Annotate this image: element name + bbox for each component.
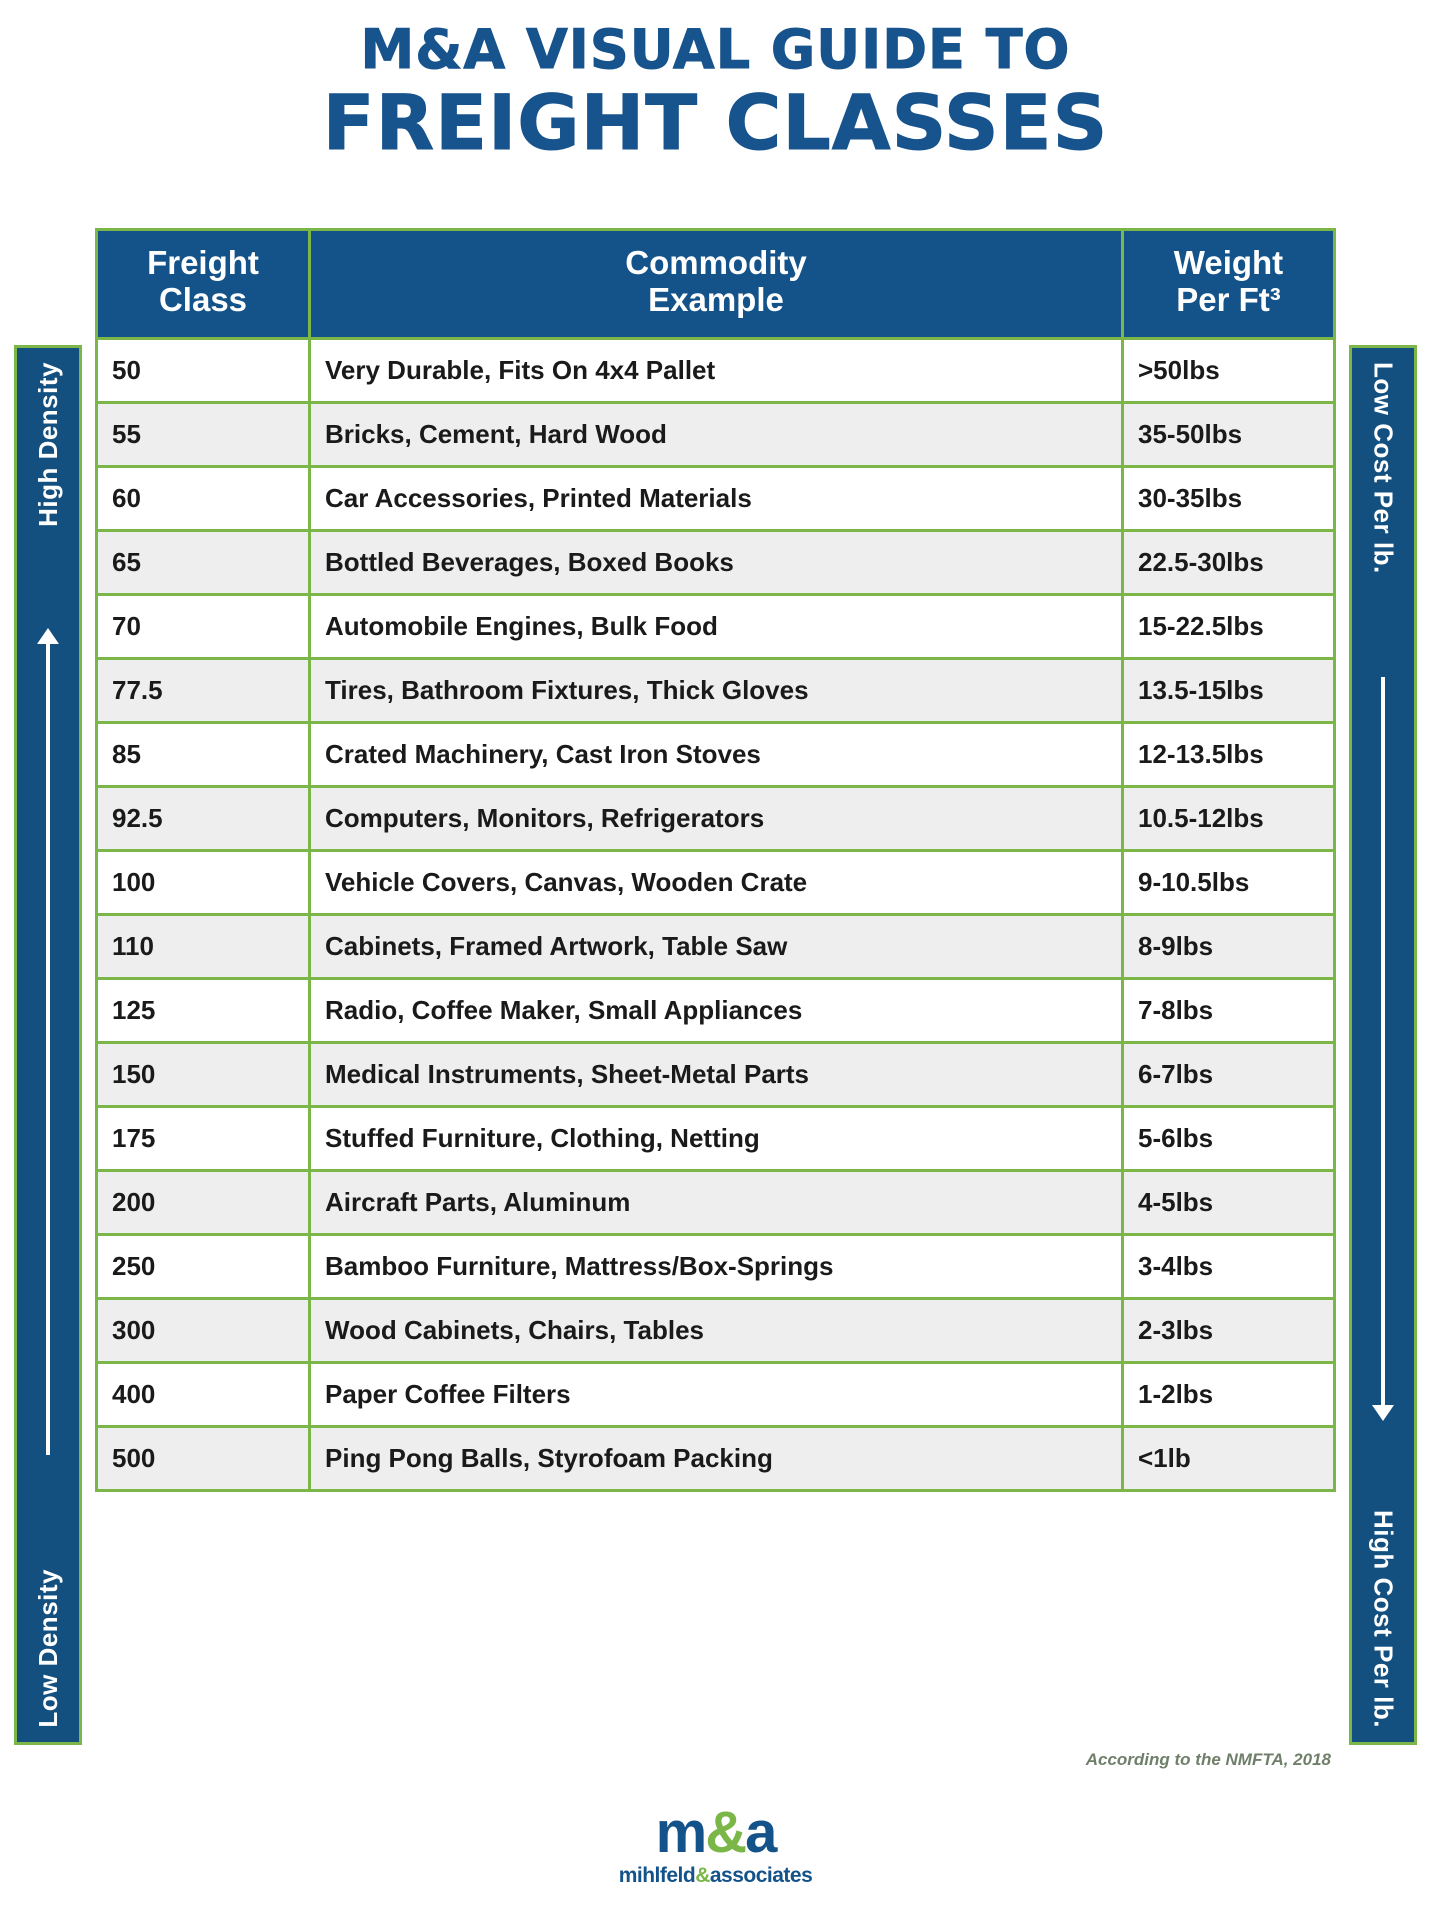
cell-freight-class: 100 <box>97 850 310 914</box>
freight-class-table <box>95 228 1336 1492</box>
cell-weight-per-ft3: 15-22.5lbs <box>1123 594 1335 658</box>
title-line-2: FREIGHT CLASSES <box>322 77 1109 167</box>
cell-weight-per-ft3: 9-10.5lbs <box>1123 850 1335 914</box>
cell-weight-per-ft3: 5-6lbs <box>1123 1106 1335 1170</box>
cell-commodity-example: Cabinets, Framed Artwork, Table Saw <box>310 914 1123 978</box>
header-weight-line1: Weight <box>1173 244 1284 281</box>
logo-sub-right: associates <box>709 1864 813 1887</box>
table-row <box>97 530 1335 594</box>
table-row <box>97 914 1335 978</box>
title-line-1: M&A VISUAL GUIDE TO <box>360 18 1071 81</box>
table-header-row <box>97 230 1335 339</box>
cell-commodity-example: Bamboo Furniture, Mattress/Box-Springs <box>310 1234 1123 1298</box>
cell-commodity-example: Car Accessories, Printed Materials <box>310 466 1123 530</box>
density-scale-bar <box>14 345 82 1745</box>
table-row <box>97 1362 1335 1426</box>
cell-freight-class: 150 <box>97 1042 310 1106</box>
table-row <box>97 466 1335 530</box>
table-row <box>97 978 1335 1042</box>
cell-weight-per-ft3: 10.5-12lbs <box>1123 786 1335 850</box>
table-row <box>97 850 1335 914</box>
table-row <box>97 1298 1335 1362</box>
cell-freight-class: 110 <box>97 914 310 978</box>
table-row <box>97 1426 1335 1490</box>
cell-freight-class: 60 <box>97 466 310 530</box>
cell-commodity-example: Wood Cabinets, Chairs, Tables <box>310 1298 1123 1362</box>
logo-sub-ampersand: & <box>695 1864 710 1887</box>
cell-freight-class: 65 <box>97 530 310 594</box>
freight-class-table-wrapper <box>95 228 1336 1492</box>
table-header <box>97 230 1335 339</box>
up-arrow-icon <box>46 642 50 1455</box>
low-cost-label: Low Cost Per lb. <box>1368 362 1399 574</box>
cell-freight-class: 500 <box>97 1426 310 1490</box>
cell-commodity-example: Automobile Engines, Bulk Food <box>310 594 1123 658</box>
cell-commodity-example: Stuffed Furniture, Clothing, Netting <box>310 1106 1123 1170</box>
page-title <box>0 0 1431 167</box>
logo-wordmark <box>0 1800 1431 1865</box>
header-class-line1: Freight <box>147 244 259 281</box>
cell-commodity-example: Bricks, Cement, Hard Wood <box>310 402 1123 466</box>
cell-commodity-example: Vehicle Covers, Canvas, Wooden Crate <box>310 850 1123 914</box>
source-footnote: According to the NMFTA, 2018 <box>1085 1750 1331 1769</box>
cell-commodity-example: Tires, Bathroom Fixtures, Thick Gloves <box>310 658 1123 722</box>
table-row <box>97 1170 1335 1234</box>
cell-freight-class: 55 <box>97 402 310 466</box>
cell-freight-class: 70 <box>97 594 310 658</box>
logo-subtext <box>0 1864 1431 1888</box>
cell-freight-class: 200 <box>97 1170 310 1234</box>
table-row <box>97 1234 1335 1298</box>
high-density-label: High Density <box>32 362 63 527</box>
cell-freight-class: 400 <box>97 1362 310 1426</box>
header-weight-line2: Per Ft³ <box>1176 280 1281 318</box>
header-commodity-line1: Commodity <box>625 244 807 281</box>
high-cost-label: High Cost Per lb. <box>1368 1510 1399 1728</box>
header-class-line2: Class <box>158 280 248 318</box>
cell-commodity-example: Ping Pong Balls, Styrofoam Packing <box>310 1426 1123 1490</box>
cell-weight-per-ft3: 4-5lbs <box>1123 1170 1335 1234</box>
company-logo <box>0 1800 1431 1888</box>
cell-commodity-example: Bottled Beverages, Boxed Books <box>310 530 1123 594</box>
cell-weight-per-ft3: 6-7lbs <box>1123 1042 1335 1106</box>
cell-freight-class: 250 <box>97 1234 310 1298</box>
cell-commodity-example: Crated Machinery, Cast Iron Stoves <box>310 722 1123 786</box>
down-arrow-icon <box>1381 677 1385 1407</box>
table-body <box>97 338 1335 1490</box>
cell-commodity-example: Radio, Coffee Maker, Small Appliances <box>310 978 1123 1042</box>
cost-scale-bar <box>1349 345 1417 1745</box>
cell-freight-class: 92.5 <box>97 786 310 850</box>
header-commodity-line2: Example <box>648 280 784 318</box>
cell-weight-per-ft3: 13.5-15lbs <box>1123 658 1335 722</box>
cell-freight-class: 175 <box>97 1106 310 1170</box>
cell-commodity-example: Computers, Monitors, Refrigerators <box>310 786 1123 850</box>
cell-commodity-example: Paper Coffee Filters <box>310 1362 1123 1426</box>
table-row <box>97 1106 1335 1170</box>
cell-freight-class: 77.5 <box>97 658 310 722</box>
cell-freight-class: 50 <box>97 338 310 402</box>
logo-sub-left: mihlfeld <box>618 1864 696 1887</box>
cell-weight-per-ft3: 22.5-30lbs <box>1123 530 1335 594</box>
table-row <box>97 1042 1335 1106</box>
cell-commodity-example: Very Durable, Fits On 4x4 Pallet <box>310 338 1123 402</box>
cell-weight-per-ft3: 2-3lbs <box>1123 1298 1335 1362</box>
table-row <box>97 722 1335 786</box>
column-header-freight-class <box>97 230 310 339</box>
cell-commodity-example: Aircraft Parts, Aluminum <box>310 1170 1123 1234</box>
density-arrow-wrap <box>46 527 50 1569</box>
cost-arrow-wrap <box>1381 574 1385 1510</box>
logo-ampersand: & <box>705 1800 746 1865</box>
cell-freight-class: 300 <box>97 1298 310 1362</box>
cell-weight-per-ft3: 3-4lbs <box>1123 1234 1335 1298</box>
cell-weight-per-ft3: <1lb <box>1123 1426 1335 1490</box>
cell-weight-per-ft3: 12-13.5lbs <box>1123 722 1335 786</box>
table-row <box>97 786 1335 850</box>
table-row <box>97 338 1335 402</box>
table-row <box>97 658 1335 722</box>
cell-weight-per-ft3: >50lbs <box>1123 338 1335 402</box>
cell-weight-per-ft3: 30-35lbs <box>1123 466 1335 530</box>
logo-m: m <box>655 1800 706 1865</box>
cell-weight-per-ft3: 8-9lbs <box>1123 914 1335 978</box>
cell-weight-per-ft3: 35-50lbs <box>1123 402 1335 466</box>
cell-weight-per-ft3: 7-8lbs <box>1123 978 1335 1042</box>
column-header-commodity-example <box>310 230 1123 339</box>
cell-weight-per-ft3: 1-2lbs <box>1123 1362 1335 1426</box>
table-row <box>97 594 1335 658</box>
table-row <box>97 402 1335 466</box>
logo-a: a <box>745 1800 776 1865</box>
low-density-label: Low Density <box>32 1569 63 1728</box>
column-header-weight-per-ft3 <box>1123 230 1335 339</box>
cell-freight-class: 85 <box>97 722 310 786</box>
cell-freight-class: 125 <box>97 978 310 1042</box>
cell-commodity-example: Medical Instruments, Sheet-Metal Parts <box>310 1042 1123 1106</box>
